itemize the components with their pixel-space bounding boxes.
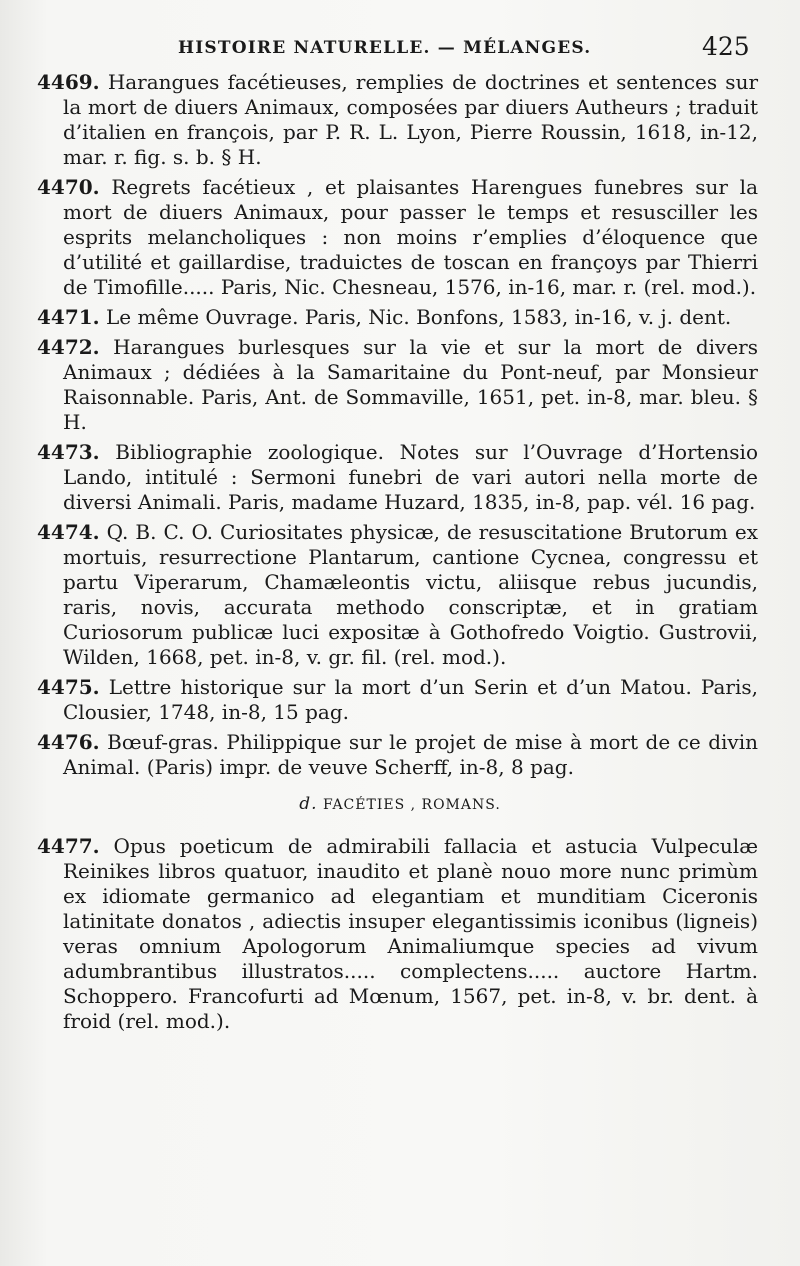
catalogue-entry-4469 [37,70,759,170]
entry-number: 4472. [37,335,100,359]
entry-text: Bibliographie zoologique. Notes sur l’Ouvrage d’Hortensio Lando, intitulé : Sermoni funebri de vari autori nella morte de diversi Animali. Paris, madame Huzard, 1835, in-8, pap. vél. 16 pag. [63,440,758,514]
catalogue-entry-4475 [37,675,758,725]
entry-number: 4469. [37,70,100,94]
entry-text: Le même Ouvrage. Paris, Nic. Bonfons, 1583, in-16, v. j. dent. [106,305,732,329]
catalogue-entry-4474 [37,520,758,670]
page-number: 425 [702,32,750,61]
entry-number: 4473. [37,440,100,464]
entry-text: Q. B. C. O. Curiositates physicæ, de resuscitatione Brutorum ex mortuis, resurrectione Plantarum, cantione Cycnea, congressu et partu Viperarum, Chamæleontis victu, aliisque rebus jucundis, raris, novis, accurata methodo conscriptæ, et in gratiam Curiosorum publicæ luci expositæ à Gothofredo Voigtio. Gustrovii, Wilden, 1668, pet. in-8, v. gr. fil. (rel. mod.). [63,520,758,669]
running-head: HISTOIRE NATURELLE. — MÉLANGES. [178,38,592,58]
section-letter: d. [299,794,318,814]
entry-number: 4475. [37,675,100,699]
entry-text: Harangues facétieuses, remplies de doctrines et sentences sur la mort de diuers Animaux, composées par diuers Autheurs ; traduit d’italien en françois, par P. R. L. Lyon, Pierre Roussin, 1618, in-12, mar. r. fig. s. b. § H. [63,70,759,169]
entry-text: Lettre historique sur la mort d’un Serin et d’un Matou. Paris, Clousier, 1748, in-8, 15 pag. [63,675,758,724]
section-title: FACÉTIES , ROMANS. [322,797,501,813]
catalogue-entry-4470 [37,175,758,300]
catalogue-entry-4473 [37,440,758,515]
entry-text: Harangues burlesques sur la vie et sur la mort de divers Animaux ; dédiées à la Samaritaine du Pont-neuf, par Monsieur Raisonnable. Paris, Ant. de Sommaville, 1651, pet. in-8, mar. bleu. § H. [63,335,758,434]
entry-text: Regrets facétieux , et plaisantes Harengues funebres sur la mort de diuers Animaux, pour passer le temps et resusciller les esprits melancholiques : non moins r’emplies d’éloquence que d’utilité et gaillardise, traduictes de toscan en françoys par Thierri de Timofille..... Paris, Nic. Chesneau, 1576, in-16, mar. r. (rel. mod.). [63,175,758,299]
entry-text: Bœuf-gras. Philippique sur le projet de mise à mort de ce divin Animal. (Paris) impr. de veuve Scherff, in-8, 8 pag. [63,730,759,779]
entry-number: 4477. [37,834,100,858]
catalogue-entry-4477 [37,834,758,1034]
entry-number: 4470. [37,175,100,199]
catalogue-entry-4472 [37,335,758,435]
catalogue-entry-4471 [37,305,758,330]
entry-list [0,70,800,1039]
entry-number: 4474. [37,520,100,544]
page-header [0,30,800,70]
entry-text: Opus poeticum de admirabili fallacia et astucia Vulpeculæ Reinikes libros quatuor, inaudito et planè nouo more nunc primùm ex idiomate germanico ad elegantiam et munditiam Ciceronis latinitate donatos , adiectis insuper elegantissimis iconibus (ligneis) veras omnium Apologorum Animaliumque species ad vivum adumbrantibus illustratos..... complectens..... auctore Hartm. Schoppero. Francofurti ad Mœnum, 1567, pet. in-8, v. br. dent. à froid (rel. mod.). [63,834,758,1033]
entry-number: 4476. [37,730,100,754]
entry-number: 4471. [37,305,100,329]
section-heading [0,792,800,818]
catalogue-entry-4476 [37,730,759,780]
